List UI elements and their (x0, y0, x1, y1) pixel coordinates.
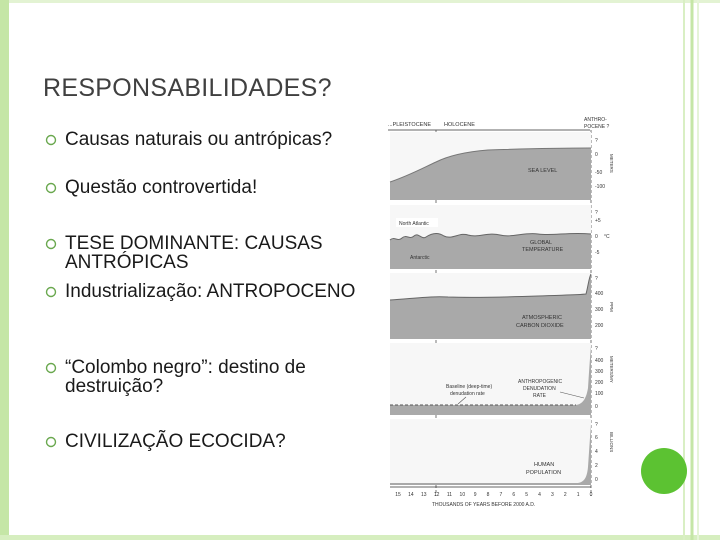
axis-tick: ? (595, 210, 598, 216)
axis-tick: 400 (595, 291, 604, 297)
time-axis-label: THOUSANDS OF YEARS BEFORE 2000 A.D. (432, 502, 536, 508)
axis-unit: PPM (609, 302, 614, 312)
axis-tick: ? (595, 276, 598, 282)
panel-denudation (390, 343, 614, 415)
circle-outline-bullet-icon (44, 435, 58, 449)
panel-global-temperature (390, 205, 610, 269)
co2-label: ATMOSPHERIC (522, 315, 562, 321)
header-holocene: HOLOCENE (444, 122, 475, 128)
panel-carbon-dioxide (390, 273, 614, 339)
panel-population (390, 419, 614, 485)
circle-outline-bullet-icon (44, 181, 58, 195)
axis-tick: 0 (595, 477, 598, 483)
axis-tick: 0 (595, 234, 598, 240)
population-label: HUMAN (534, 462, 555, 468)
co2-label-2: CARBON DIOXIDE (516, 323, 564, 329)
circle-outline-bullet-icon (44, 285, 58, 299)
axis-unit: METERS/MY (609, 356, 614, 383)
time-axis-tick: 4 (538, 492, 541, 498)
temperature-label: GLOBAL (530, 240, 553, 246)
axis-tick: ? (595, 138, 598, 144)
axis-unit: METERS (609, 154, 614, 173)
axis-tick: 200 (595, 323, 604, 329)
header-anthropocene-2: POCENE ? (584, 124, 610, 130)
header-pleistocene: ...PLEISTOCENE (388, 122, 431, 128)
time-axis-tick: 11 (446, 492, 453, 498)
decorative-green-circle (641, 448, 687, 494)
axis-tick: 300 (595, 369, 604, 375)
bullet-text: Questão controvertida! (65, 177, 258, 198)
axis-tick: 6 (595, 435, 598, 441)
time-axis-tick: 9 (473, 492, 477, 498)
circle-outline-bullet-icon (44, 237, 58, 251)
bullet-text: “Colombo negro”: destino de destruição? (65, 357, 306, 397)
slide-title: RESPONSABILIDADES? (43, 74, 332, 102)
axis-unit: BILLIONS (609, 432, 614, 453)
axis-tick: ? (595, 346, 598, 352)
time-axis-tick: 1 (576, 492, 580, 498)
axis-tick: 300 (595, 307, 604, 313)
time-axis-tick: 2 (563, 492, 567, 498)
axis-tick: -5 (595, 250, 600, 256)
sea-level-label: SEA LEVEL (528, 168, 558, 174)
axis-tick: 0 (595, 152, 598, 158)
time-axis (390, 487, 593, 498)
axis-tick: 0 (595, 404, 598, 410)
axis-tick: 100 (595, 391, 604, 397)
bullet-text: Causas naturais ou antrópicas? (65, 129, 333, 150)
temperature-label-2: TEMPERATURE (522, 247, 564, 253)
time-axis-tick: 6 (512, 492, 516, 498)
denudation-label-2: DENUDATION (523, 386, 556, 392)
time-axis-tick: 12 (433, 492, 440, 498)
baseline-label: Baseline (deep-time) (446, 384, 493, 390)
axis-tick: ? (595, 422, 598, 428)
header-anthropocene: ANTHRO- (584, 117, 607, 123)
time-axis-tick: 7 (499, 492, 503, 498)
axis-tick: +5 (595, 218, 601, 224)
north-atlantic-label: North Atlantic (399, 221, 429, 227)
time-axis-tick: 5 (525, 492, 529, 498)
bullet-text: CIVILIZAÇÃO ECOCIDA? (65, 431, 286, 452)
axis-tick: -100 (595, 184, 606, 190)
axis-tick: 400 (595, 358, 604, 364)
circle-outline-bullet-icon (44, 133, 58, 147)
denudation-label: ANTHROPOGENIC (518, 379, 563, 385)
panel-sea-level (390, 132, 614, 200)
bullet-text: TESE DOMINANTE: CAUSAS ANTRÓPICAS (65, 233, 323, 273)
axis-tick: 2 (595, 463, 598, 469)
time-axis-tick: 15 (395, 492, 401, 498)
axis-unit: °C (604, 234, 610, 240)
time-axis-tick: 0 (589, 492, 593, 498)
time-axis-tick: 8 (486, 492, 490, 498)
axis-tick: 200 (595, 380, 604, 386)
time-axis-tick: 14 (408, 492, 414, 498)
circle-outline-bullet-icon (44, 361, 58, 375)
bullet-text: Industrialização: ANTROPOCENO (65, 281, 356, 302)
denudation-label-3: RATE (533, 393, 546, 399)
slide-frame-bottom (0, 535, 720, 540)
axis-tick: 4 (595, 449, 598, 455)
population-label-2: POPULATION (526, 470, 562, 476)
time-axis-tick: 13 (420, 492, 427, 498)
slide-frame-top (0, 0, 720, 3)
slide-frame-left (0, 0, 9, 540)
time-axis-tick: 10 (459, 492, 466, 498)
baseline-label-2: denudation rate (450, 391, 485, 397)
time-axis-tick: 3 (551, 492, 554, 498)
antarctic-label: Antarctic (410, 255, 430, 261)
axis-tick: -50 (595, 170, 603, 176)
anthropocene-figure (388, 112, 620, 512)
